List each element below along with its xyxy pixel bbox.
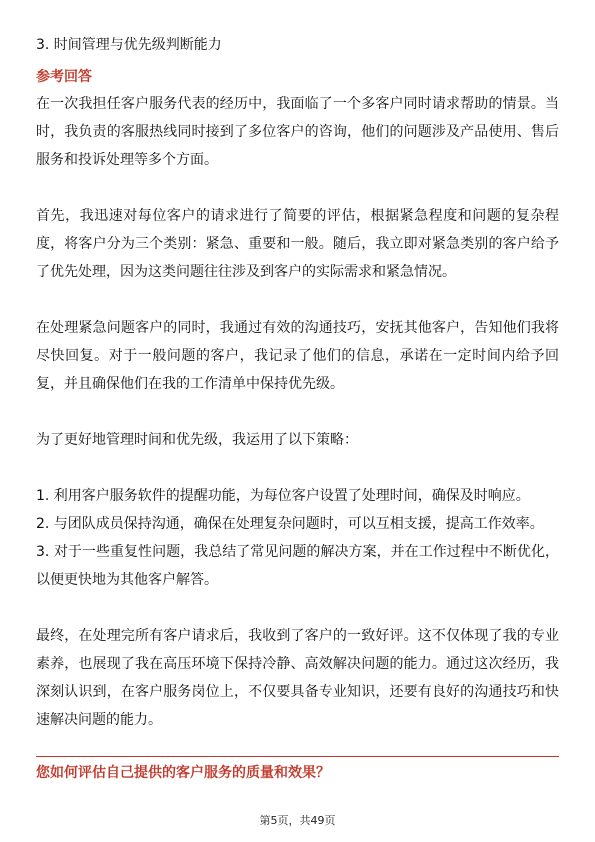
section-heading: 3. 时间管理与优先级判断能力 bbox=[36, 37, 222, 53]
next-question: 您如何评估自己提供的客户服务的质量和效果？ bbox=[36, 765, 330, 781]
paragraph-conclusion: 最终，在处理完所有客户请求后，我收到了客户的一致好评。这不仅体现了我的专业素养，也展现了我在高压环境下保持冷静、高效解决问题的能力。通过这次经历，我深刻认识到，在客户服务岗位上，不仅要具备专业知识，还要有良好的沟通技巧和快速解决问题的能力。 bbox=[36, 628, 559, 728]
page-content bbox=[36, 34, 559, 734]
strategy-list bbox=[36, 482, 559, 594]
section-divider bbox=[36, 756, 559, 757]
next-question-block bbox=[36, 762, 559, 784]
answer-label: 参考回答 bbox=[36, 69, 92, 85]
paragraph-spacer bbox=[36, 398, 559, 426]
strategy-item: 2. 与团队成员保持沟通，确保在处理复杂问题时，可以互相支援，提高工作效率。 bbox=[36, 516, 544, 532]
paragraph-strategy-intro: 为了更好地管理时间和优先级，我运用了以下策略： bbox=[36, 432, 358, 448]
paragraph-communication: 在处理紧急问题客户的同时，我通过有效的沟通技巧，安抚其他客户，告知他们我将尽快回复。对于一般问题的客户，我记录了他们的信息，承诺在一定时间内给予回复，并且确保他们在我的工作清单中保持优先级。 bbox=[36, 320, 559, 392]
paragraph-intro: 在一次我担任客户服务代表的经历中，我面临了一个多客户同时请求帮助的情景。当时，我负责的客服热线同时接到了多位客户的咨询，他们的问题涉及产品使用、售后服务和投诉处理等多个方面。 bbox=[36, 96, 559, 168]
paragraph-spacer bbox=[36, 174, 559, 202]
paragraph-spacer bbox=[36, 286, 559, 314]
paragraph-spacer bbox=[36, 594, 559, 622]
paragraph-assessment: 首先，我迅速对每位客户的请求进行了简要的评估，根据紧急程度和问题的复杂程度，将客户分为三个类别：紧急、重要和一般。随后，我立即对紧急类别的客户给予了优先处理，因为这类问题往往涉及到客户的实际需求和紧急情况。 bbox=[36, 208, 559, 280]
strategy-item: 3. 对于一些重复性问题，我总结了常见问题的解决方案，并在工作过程中不断优化，以便更快地为其他客户解答。 bbox=[36, 544, 559, 588]
strategy-item: 1. 利用客户服务软件的提醒功能，为每位客户设置了处理时间，确保及时响应。 bbox=[36, 488, 530, 504]
page-footer: 第5页，共49页 bbox=[259, 814, 336, 827]
paragraph-spacer bbox=[36, 454, 559, 482]
